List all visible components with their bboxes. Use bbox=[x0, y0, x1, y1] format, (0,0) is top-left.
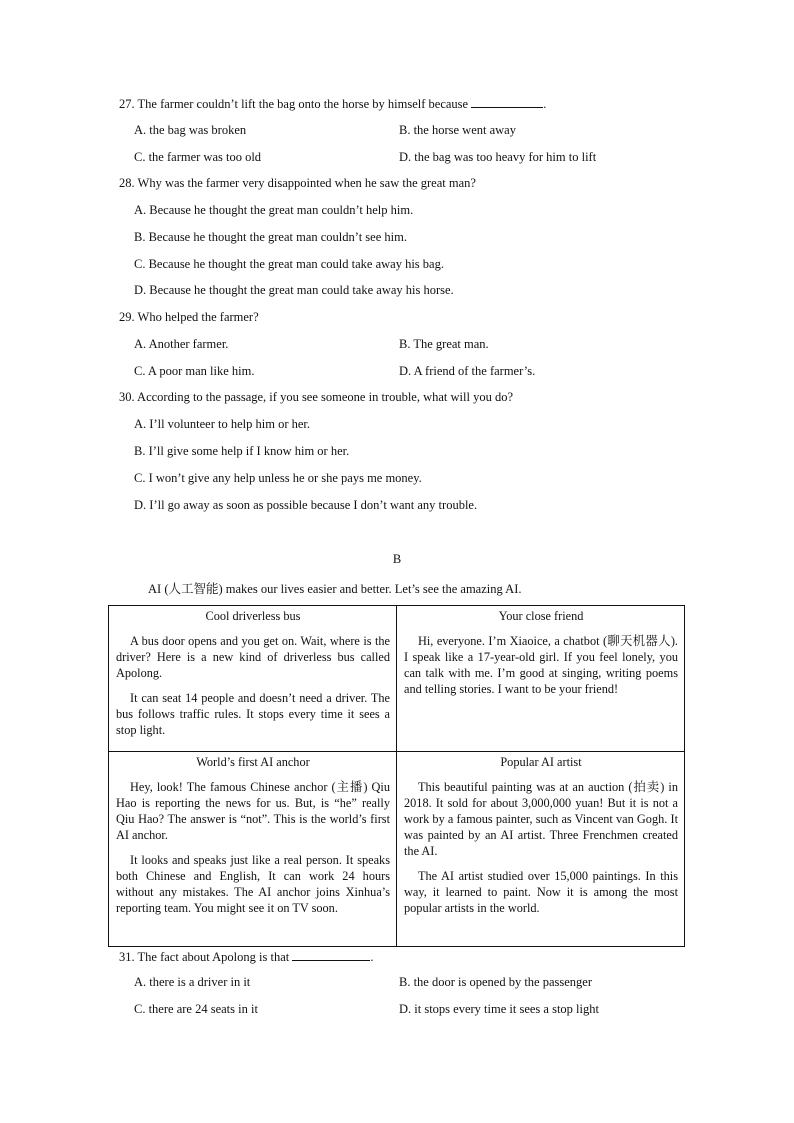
cell-title: Cool driverless bus bbox=[205, 609, 301, 623]
cell-title: Popular AI artist bbox=[500, 755, 582, 769]
answer-blank bbox=[292, 949, 370, 961]
cell-paragraph: The AI artist studied over 15,000 paintings. In this way, it learned to paint. Now it is among the most popular artists in the world. bbox=[404, 869, 678, 915]
question-27-option-b: B. the horse went away bbox=[399, 123, 516, 137]
question-29-stem: 29. Who helped the farmer? bbox=[119, 310, 259, 324]
question-27-option-d: D. the bag was too heavy for him to lift bbox=[399, 150, 597, 164]
question-28-option-d: D. Because he thought the great man could take away his horse. bbox=[134, 283, 454, 297]
answer-blank bbox=[471, 96, 543, 108]
question-28-option-b: B. Because he thought the great man couldn’t see him. bbox=[134, 230, 407, 244]
cell-paragraph: It looks and speaks just like a real person. It speaks both Chinese and English, It can work 24 hours without any mistakes. The AI anchor joins Xinhua’s reporting team. You might see it on TV soon. bbox=[116, 853, 390, 915]
cell-paragraph: A bus door opens and you get on. Wait, where is the driver? Here is a new kind of driverless bus called Apolong. bbox=[116, 634, 390, 680]
question-27-period: . bbox=[543, 97, 547, 111]
question-27-text: 27. The farmer couldn’t lift the bag onto the horse by himself because bbox=[119, 97, 469, 111]
question-27-stem bbox=[119, 96, 546, 112]
cell-ai-artist bbox=[397, 752, 685, 947]
section-intro: AI (人工智能) makes our lives easier and better. Let’s see the amazing AI. bbox=[148, 582, 522, 596]
question-31-option-b: B. the door is opened by the passenger bbox=[399, 975, 593, 989]
question-30-option-a: A. I’ll volunteer to help him or her. bbox=[134, 417, 311, 431]
question-31-option-a: A. there is a driver in it bbox=[134, 975, 251, 989]
cell-driverless-bus bbox=[109, 606, 397, 752]
cell-paragraph: Hi, everyone. I’m Xiaoice, a chatbot (聊天机器人). I speak like a 17-year-old girl. If you feel lonely, you can talk with me. I’m good at singing, writing poems and telling stories. I want to be your friend! bbox=[404, 634, 678, 696]
question-31-option-d: D. it stops every time it sees a stop light bbox=[399, 1002, 599, 1016]
cell-title: World’s first AI anchor bbox=[196, 755, 310, 769]
question-29-option-b: B. The great man. bbox=[399, 337, 489, 351]
question-27-option-a: A. the bag was broken bbox=[134, 123, 247, 137]
question-31-option-c: C. there are 24 seats in it bbox=[134, 1002, 258, 1016]
question-29-option-c: C. A poor man like him. bbox=[134, 364, 255, 378]
cell-paragraph: It can seat 14 people and doesn’t need a driver. The bus follows traffic rules. It stops every time it sees a stop light. bbox=[116, 691, 390, 737]
question-28-option-a: A. Because he thought the great man couldn’t help him. bbox=[134, 203, 414, 217]
question-27-option-c: C. the farmer was too old bbox=[134, 150, 262, 164]
question-30-option-b: B. I’ll give some help if I know him or her. bbox=[134, 444, 350, 458]
cell-paragraph: Hey, look! The famous Chinese anchor (主播) Qiu Hao is reporting the news for us. But, is “he” really Qiu Hao? The answer is “not”. This is the world’s first AI anchor. bbox=[116, 780, 390, 842]
question-28-option-c: C. Because he thought the great man could take away his bag. bbox=[134, 257, 444, 271]
ai-info-table bbox=[108, 605, 685, 947]
cell-ai-anchor bbox=[109, 752, 397, 947]
question-29-option-d: D. A friend of the farmer’s. bbox=[399, 364, 536, 378]
question-31-stem bbox=[119, 949, 373, 965]
question-31-period: . bbox=[370, 950, 374, 964]
question-30-option-c: C. I won’t give any help unless he or she pays me money. bbox=[134, 471, 422, 485]
question-29-option-a: A. Another farmer. bbox=[134, 337, 229, 351]
question-28-stem: 28. Why was the farmer very disappointed when he saw the great man? bbox=[119, 176, 476, 190]
question-31-text: 31. The fact about Apolong is that bbox=[119, 950, 290, 964]
cell-title: Your close friend bbox=[498, 609, 584, 623]
question-30-stem: 30. According to the passage, if you see someone in trouble, what will you do? bbox=[119, 390, 514, 404]
cell-paragraph: This beautiful painting was at an auction (拍卖) in 2018. It sold for about 3,000,000 yuan! But it is not a work by a famous painter, such as Vincent van Gogh. It was painted by an AI artist. Three Frenchmen created the AI. bbox=[404, 780, 678, 858]
cell-close-friend bbox=[397, 606, 685, 752]
section-heading: B bbox=[392, 552, 402, 566]
question-30-option-d: D. I’ll go away as soon as possible because I don’t want any trouble. bbox=[134, 498, 478, 512]
